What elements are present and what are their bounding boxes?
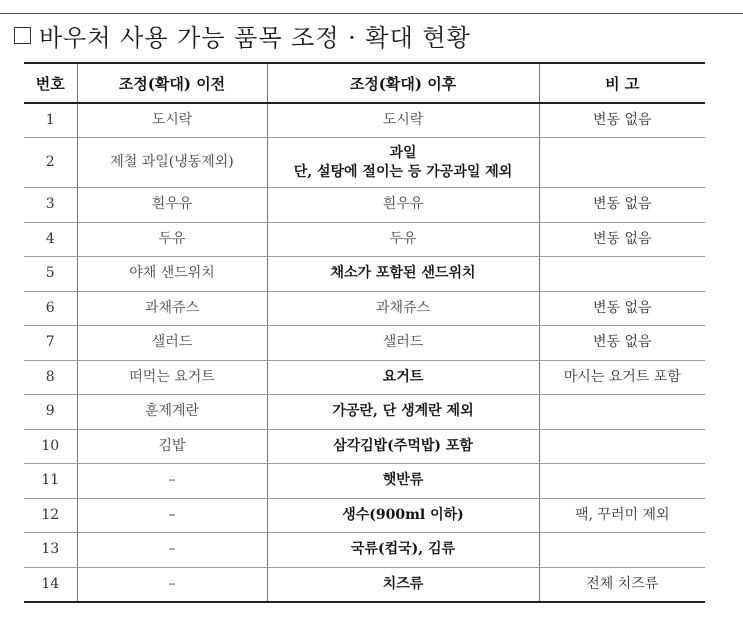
item-note: 변동 없음 bbox=[539, 291, 705, 326]
table-row bbox=[24, 533, 705, 568]
item-after bbox=[267, 188, 539, 223]
item-after-line: 치즈류 bbox=[382, 575, 424, 592]
item-after-line: 단, 설탕에 절이는 등 가공과일 제외 bbox=[293, 163, 513, 180]
item-after bbox=[267, 395, 539, 430]
item-note: 변동 없음 bbox=[539, 188, 705, 223]
table-row bbox=[24, 138, 705, 188]
table-row bbox=[24, 360, 705, 395]
table-row bbox=[24, 188, 705, 223]
row-number: 3 bbox=[24, 188, 77, 223]
item-note bbox=[539, 138, 705, 188]
item-after bbox=[267, 326, 539, 361]
item-note: 변동 없음 bbox=[539, 222, 705, 257]
section-heading bbox=[14, 18, 471, 53]
row-number: 6 bbox=[24, 291, 77, 326]
row-number: 14 bbox=[24, 567, 77, 602]
item-after-line: 두유 bbox=[389, 230, 417, 247]
item-after-line: 요거트 bbox=[382, 368, 424, 385]
row-number: 2 bbox=[24, 138, 77, 188]
row-number: 1 bbox=[24, 103, 77, 138]
item-before: 떠먹는 요거트 bbox=[77, 360, 267, 395]
table-row bbox=[24, 326, 705, 361]
row-number: 8 bbox=[24, 360, 77, 395]
table-header-row bbox=[24, 63, 705, 103]
item-after-line: 흰우유 bbox=[382, 196, 424, 213]
table-row bbox=[24, 103, 705, 138]
item-note: 변동 없음 bbox=[539, 326, 705, 361]
row-number: 5 bbox=[24, 257, 77, 292]
header-before: 조정(확대) 이전 bbox=[77, 63, 267, 103]
item-after bbox=[267, 533, 539, 568]
item-before: 흰우유 bbox=[77, 188, 267, 223]
table-row bbox=[24, 464, 705, 499]
item-after bbox=[267, 138, 539, 188]
table-row bbox=[24, 395, 705, 430]
item-note: 전체 치즈류 bbox=[539, 567, 705, 602]
item-after-line: 생수(900ml 이하) bbox=[342, 506, 464, 523]
item-before: – bbox=[77, 464, 267, 499]
item-after-line: 과일 bbox=[389, 144, 417, 161]
table-row bbox=[24, 429, 705, 464]
row-number: 7 bbox=[24, 326, 77, 361]
item-after bbox=[267, 567, 539, 602]
item-before: – bbox=[77, 533, 267, 568]
row-number: 9 bbox=[24, 395, 77, 430]
item-note: 변동 없음 bbox=[539, 103, 705, 138]
item-after bbox=[267, 222, 539, 257]
table-row bbox=[24, 498, 705, 533]
item-after-line: 채소가 포함된 샌드위치 bbox=[330, 265, 476, 282]
item-before: 도시락 bbox=[77, 103, 267, 138]
header-note: 비 고 bbox=[539, 63, 705, 103]
item-before: 과채쥬스 bbox=[77, 291, 267, 326]
item-before: – bbox=[77, 567, 267, 602]
item-before: 두유 bbox=[77, 222, 267, 257]
item-after-line: 국류(컵국), 김류 bbox=[350, 541, 456, 558]
item-note bbox=[539, 395, 705, 430]
item-note: 팩, 꾸러미 제외 bbox=[539, 498, 705, 533]
item-before: 훈제계란 bbox=[77, 395, 267, 430]
table-row bbox=[24, 257, 705, 292]
item-after bbox=[267, 103, 539, 138]
item-after-line: 도시락 bbox=[382, 112, 424, 129]
table-row bbox=[24, 291, 705, 326]
row-number: 12 bbox=[24, 498, 77, 533]
item-after bbox=[267, 464, 539, 499]
item-note bbox=[539, 429, 705, 464]
item-after-line: 가공란, 단 생계란 제외 bbox=[332, 403, 474, 420]
item-after bbox=[267, 429, 539, 464]
table-row bbox=[24, 567, 705, 602]
item-before: 제철 과일(냉동제외) bbox=[77, 138, 267, 188]
item-after bbox=[267, 257, 539, 292]
item-after bbox=[267, 498, 539, 533]
item-after-line: 삼각김밥(주먹밥) 포함 bbox=[333, 437, 473, 454]
item-note: 마시는 요거트 포함 bbox=[539, 360, 705, 395]
item-after bbox=[267, 291, 539, 326]
item-after-line: 햇반류 bbox=[382, 472, 424, 489]
item-before: – bbox=[77, 498, 267, 533]
top-rule bbox=[0, 13, 743, 14]
item-before: 김밥 bbox=[77, 429, 267, 464]
items-table bbox=[24, 62, 705, 603]
item-after bbox=[267, 360, 539, 395]
row-number: 10 bbox=[24, 429, 77, 464]
header-no: 번호 bbox=[24, 63, 77, 103]
row-number: 4 bbox=[24, 222, 77, 257]
item-note bbox=[539, 257, 705, 292]
section-title: 바우처 사용 가능 품목 조정 · 확대 현황 bbox=[39, 24, 471, 52]
checkbox-square-icon bbox=[14, 27, 31, 44]
item-note bbox=[539, 533, 705, 568]
row-number: 13 bbox=[24, 533, 77, 568]
row-number: 11 bbox=[24, 464, 77, 499]
table-row bbox=[24, 222, 705, 257]
item-after-line: 샐러드 bbox=[382, 334, 424, 351]
item-after-line: 과채쥬스 bbox=[375, 299, 431, 316]
header-after: 조정(확대) 이후 bbox=[267, 63, 539, 103]
item-before: 샐러드 bbox=[77, 326, 267, 361]
item-note bbox=[539, 464, 705, 499]
table-body bbox=[24, 103, 705, 602]
item-before: 야채 샌드위치 bbox=[77, 257, 267, 292]
